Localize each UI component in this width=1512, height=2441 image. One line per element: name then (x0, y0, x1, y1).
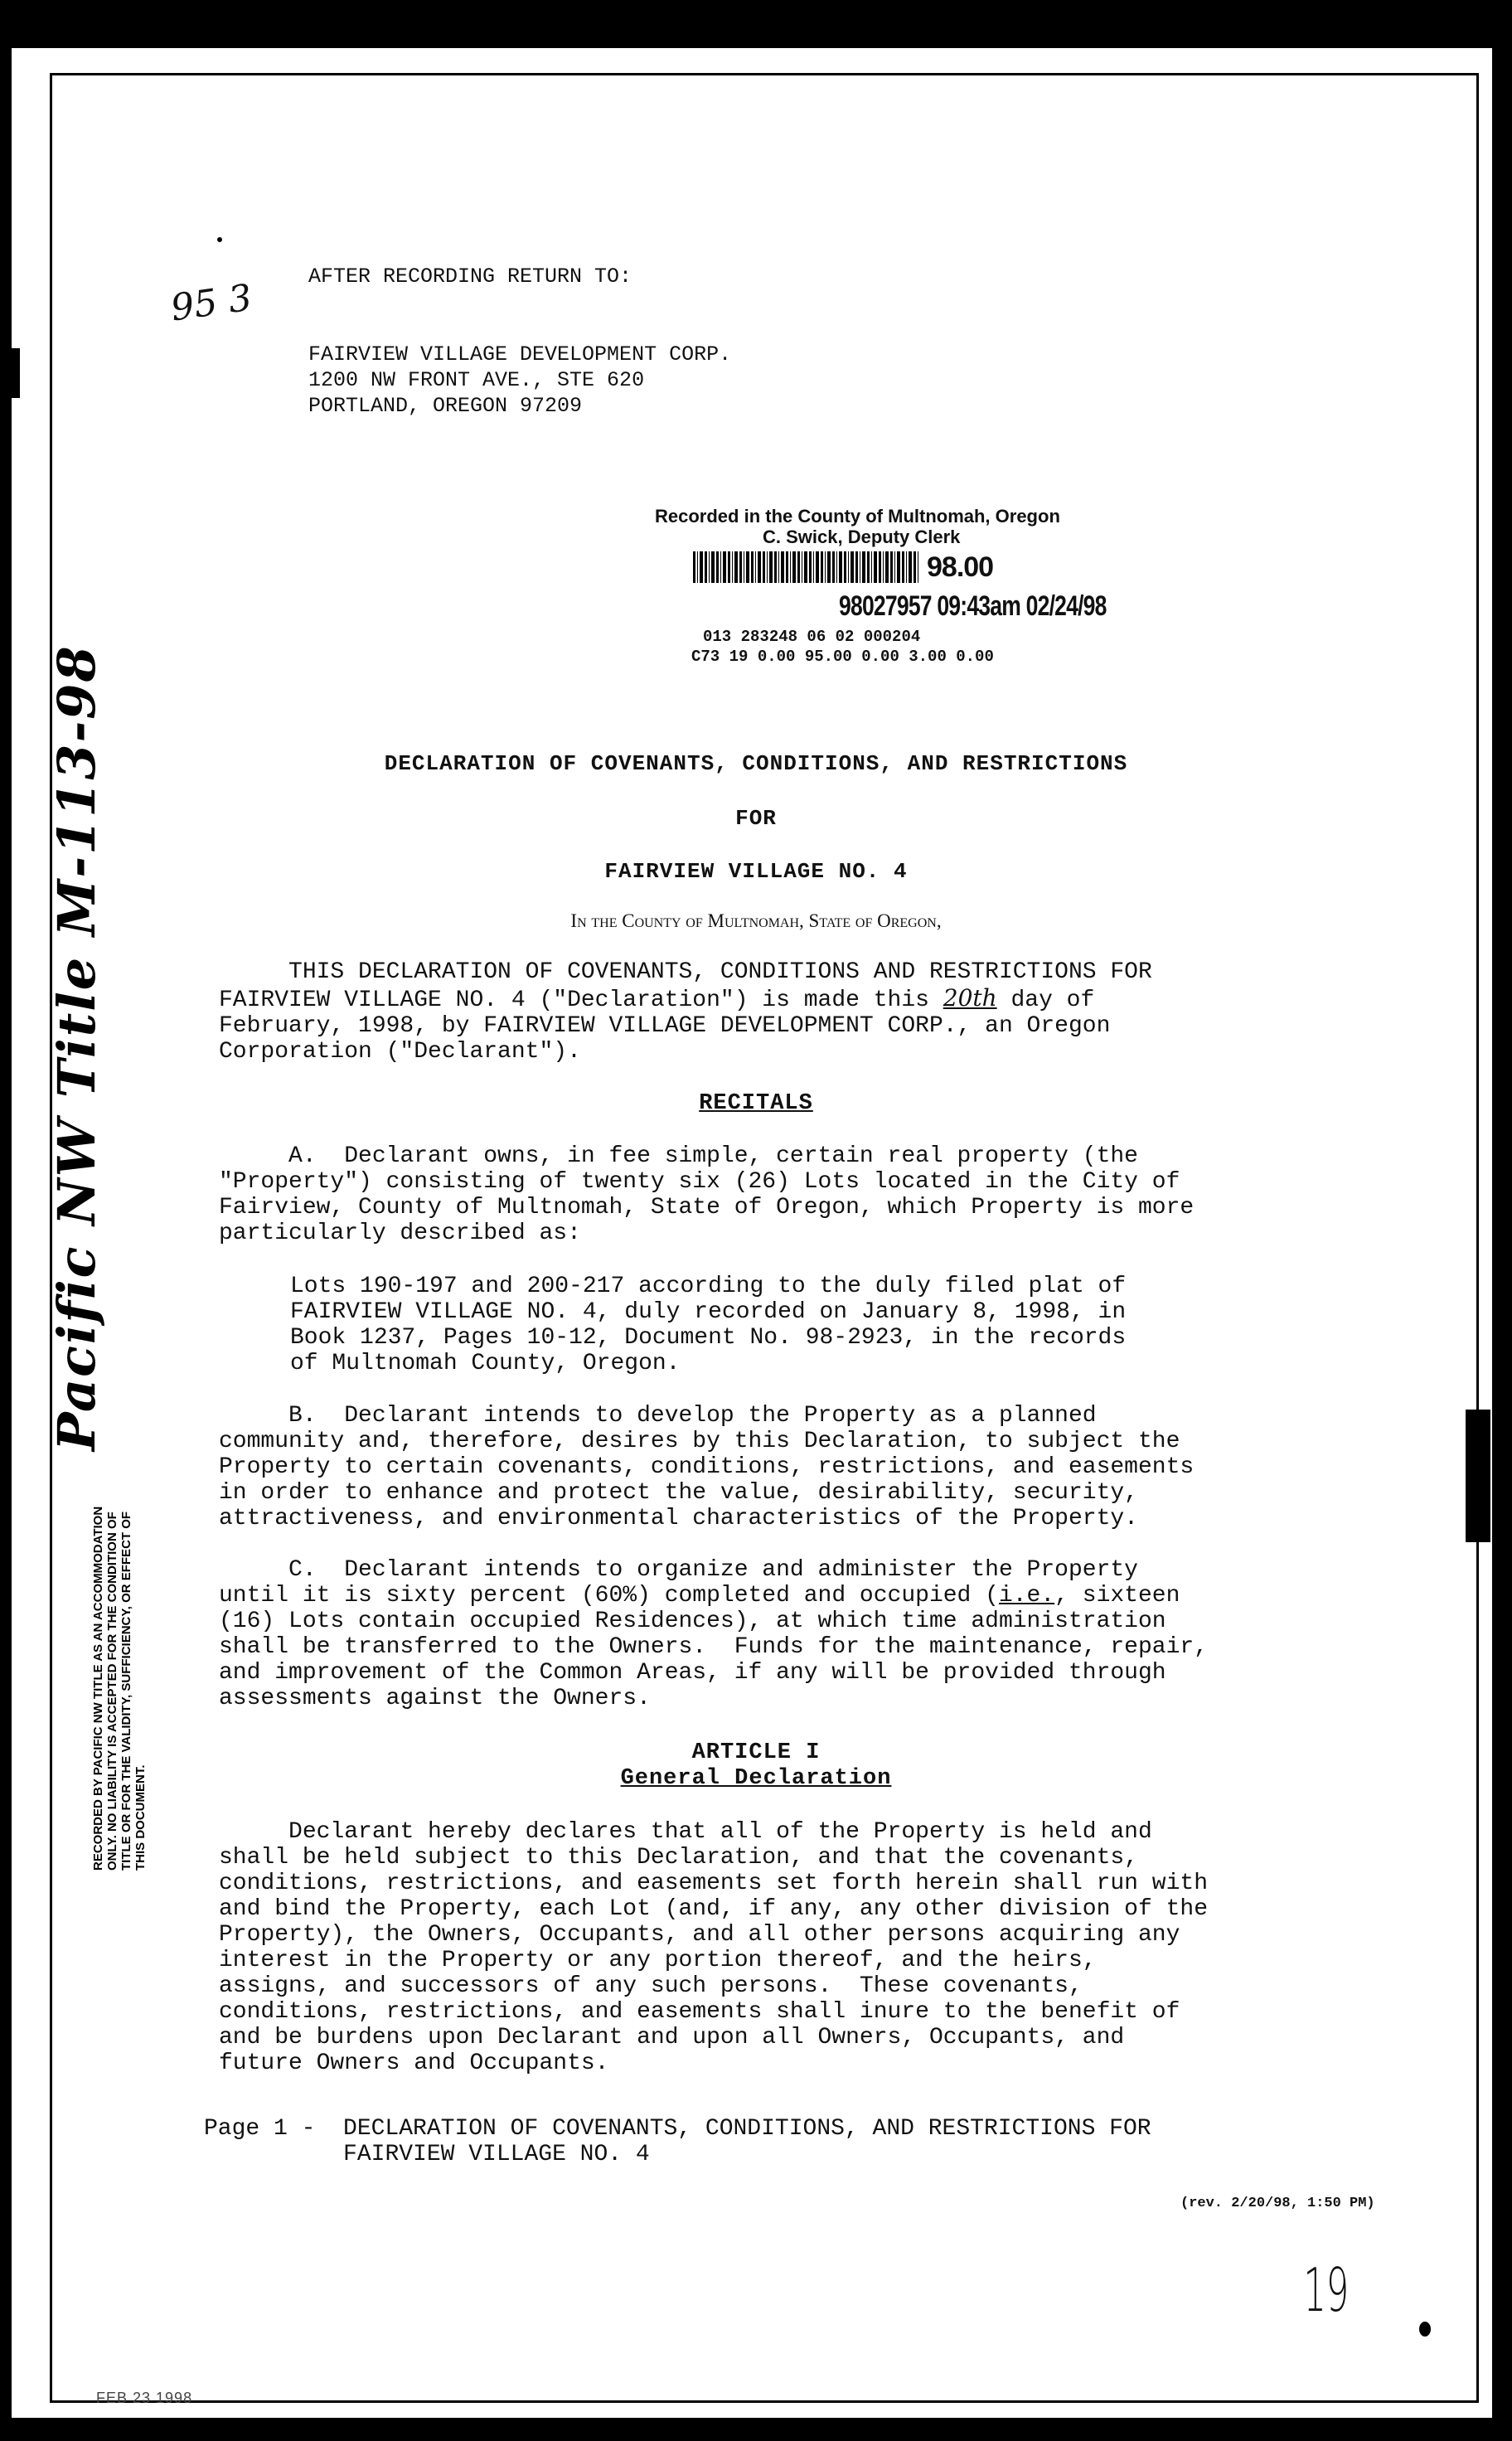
recording-clerk: C. Swick, Deputy Clerk (763, 527, 961, 547)
article-number: ARTICLE I (691, 1740, 821, 1765)
scan-artifact (1466, 1410, 1490, 1542)
scan-left-edge (0, 48, 12, 2418)
bottom-stamp-fragment: FEB 23 1998 (96, 2390, 193, 2406)
document-title: DECLARATION OF COVENANTS, CONDITIONS, AND RESTRICTIONS (384, 751, 1128, 776)
intro-paragraph (219, 959, 1280, 1065)
recital-c-text: , sixteen (16) Lots contain occupied Residences), at which time administration shall be transferred to the Owners. Funds for the maintenance, repair, and improvement of the Common Areas, if any will be provided through assessments against the Owners. (219, 1583, 1208, 1711)
recording-codes (691, 627, 994, 667)
declaration-paragraph: Declarant hereby declares that all of the Property is held and shall be held subject to this Declaration, and that the covenants, conditions, restrictions, and easements set forth herein shall run with and bind the Property, each Lot (and, if any, any other division of the Property), the Owners, Occupants, and all other persons acquiring any interest in the Property or any portion thereof, and the heirs, assigns, and successors of any such persons. These covenants, conditions, restrictions, and easements shall inure to the benefit of and be burdens upon Declarant and upon all Owners, Occupants, and future Owners and Occupants. (219, 1819, 1208, 2076)
speck (217, 237, 222, 242)
article-title: General Declaration (620, 1766, 892, 1791)
handwritten-page-number: 19 (1303, 2255, 1350, 2325)
return-label: AFTER RECORDING RETURN TO: (308, 264, 632, 289)
recording-county: Recorded in the County of Multnomah, Oregon (655, 506, 1060, 527)
speck (1419, 2322, 1431, 2337)
scan-artifact (12, 348, 20, 398)
scan-right-edge (1492, 48, 1512, 2418)
recording-code-line: 013 283248 06 02 000204 (703, 628, 921, 646)
recital-c-text: C. Declarant intends to organize and administer the Property until it is sixty percent (60%) completed and occupied ( (219, 1557, 1138, 1609)
scan-top-border (0, 0, 1512, 48)
return-address (308, 342, 731, 419)
intro-text: THIS DECLARATION OF COVENANTS, CONDITIONS AND RESTRICTIONS FOR FAIRVIEW VILLAGE NO. 4 ("Declaration") is made this (219, 959, 1152, 1013)
recording-code-line: C73 19 0.00 95.00 0.00 3.00 0.00 (691, 648, 994, 666)
lot-description: Lots 190-197 and 200-217 according to the duly filed plat of FAIRVIEW VILLAGE NO. 4, duly recorded on January 8, 1998, in Book 1237, Pages 10-12, Document No. 98-2923, in the records of Multnomah County, Oregon. (290, 1274, 1127, 1376)
document-title-project: FAIRVIEW VILLAGE NO. 4 (604, 859, 908, 884)
return-address-line: 1200 NW FRONT AVE., STE 620 (308, 368, 645, 392)
title-company-disclaimer: RECORDED BY PACIFIC NW TITLE AS AN ACCOMMODATION ONLY. NO LIABILITY IS ACCEPTED FOR THE CONDITION OF TITLE OR FOR THE VALIDITY, SUFFICIENCY, OR EFFECT OF THIS DOCUMENT. (91, 1506, 148, 1871)
recording-fee: 98.00 (927, 551, 994, 583)
scan-bottom-border (0, 2418, 1512, 2441)
recital-c (219, 1557, 1280, 1711)
recital-b: B. Declarant intends to develop the Property as a planned community and, therefore, desires by this Declaration, to subject the Property to certain covenants, conditions, restrictions, and easements in order to enhance and protect the value, desirability, security, attractiveness, and environmental characteristics of the Property. (219, 1403, 1195, 1531)
recital-a: A. Declarant owns, in fee simple, certain real property (the "Property") consisting of twenty six (26) Lots located in the City of Fairview, County of Multnomah, State of Oregon, which Property is more particularly described as: (219, 1143, 1195, 1246)
intro-text: day of February, 1998, by FAIRVIEW VILLAGE DEVELOPMENT CORP., an Oregon Corporation ("Declarant"). (219, 988, 1111, 1065)
document-title-for: FOR (735, 806, 777, 831)
return-address-line: FAIRVIEW VILLAGE DEVELOPMENT CORP. (308, 342, 732, 366)
return-address-line: PORTLAND, OREGON 97209 (308, 394, 583, 418)
revision-note: (rev. 2/20/98, 1:50 PM) (1180, 2196, 1375, 2211)
recording-document-number: 98027957 09:43am 02/24/98 (839, 590, 1107, 622)
handwritten-day: 20th (943, 984, 997, 1012)
recital-c-ie: i.e. (998, 1583, 1055, 1609)
document-jurisdiction: In the County of Multnomah, State of Oregon, (570, 910, 942, 931)
barcode-image (693, 551, 918, 583)
title-company-stamp: Pacific NW Title M-113-98 (46, 644, 107, 1451)
recitals-heading: RECITALS (699, 1091, 813, 1116)
margin-note: 95 3 (167, 276, 255, 330)
recording-stamp (655, 506, 1060, 547)
recording-barcode-row (693, 551, 993, 584)
page-footer: Page 1 - DECLARATION OF COVENANTS, CONDITIONS, AND RESTRICTIONS FOR FAIRVIEW VILLAGE NO. 4 (204, 2116, 1151, 2167)
